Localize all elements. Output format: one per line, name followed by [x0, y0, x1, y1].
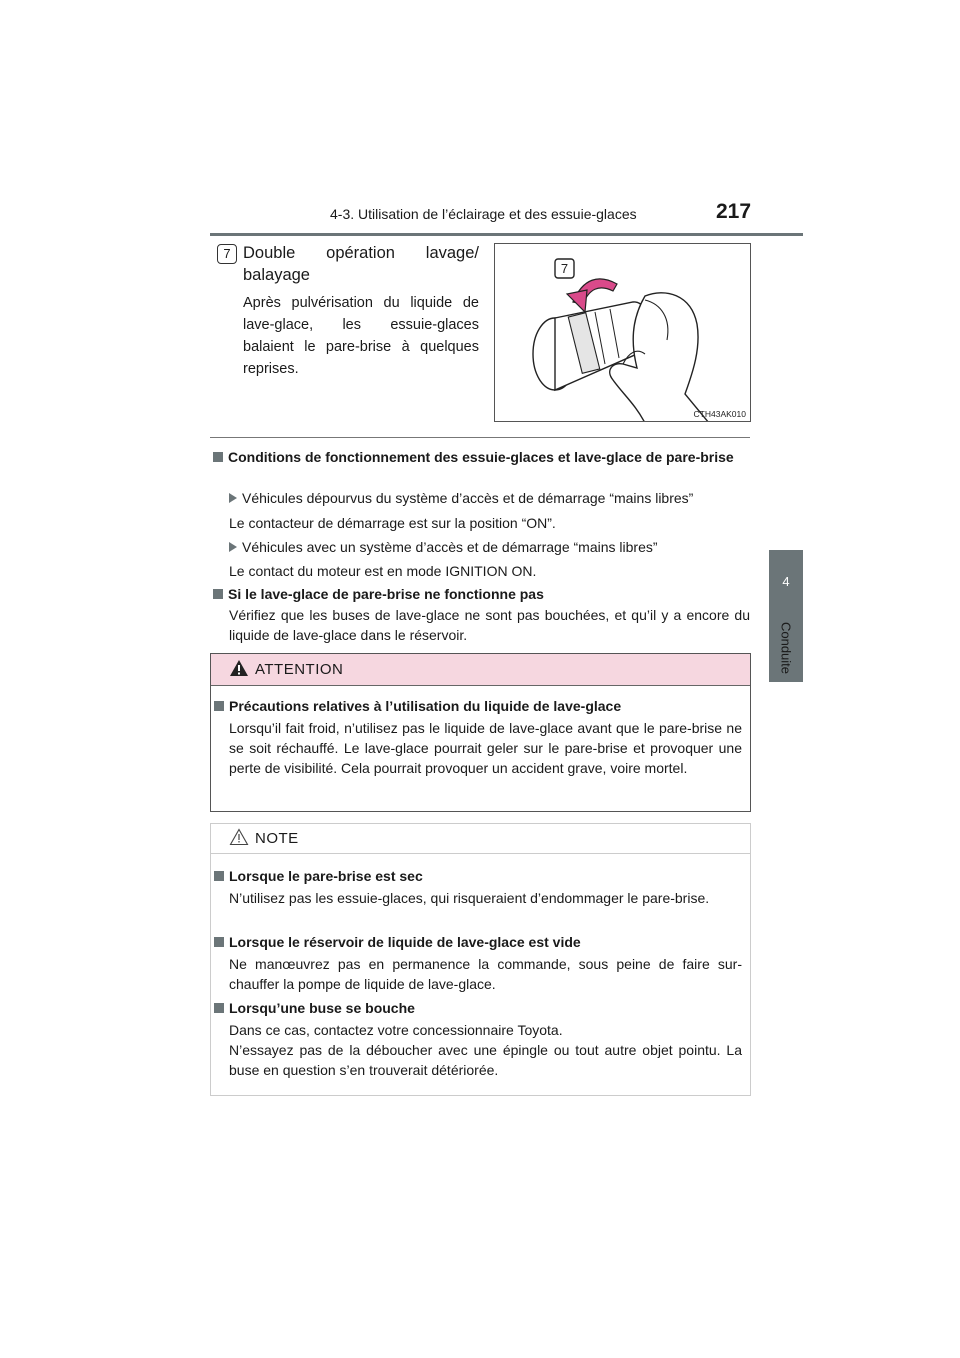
note-item-text: Ne manœuvrez pas en permanence la commande, sous peine de faire sur-chauffer la pompe de liquide de lave-glace.: [229, 956, 742, 992]
section-title: 4-3. Utilisation de l’éclairage et des essuie-glaces: [330, 206, 637, 222]
wiper-lever-illustration: [494, 243, 751, 422]
triangle-bullet-icon: [229, 493, 237, 503]
header-divider: [210, 233, 803, 236]
note-item-heading: Lorsque le pare-brise est sec: [214, 866, 744, 886]
callout-number: 7: [560, 261, 569, 276]
step-description: Après pulvérisation du liquide de lave-glace, les essuie-glaces balaient le pare-brise à quelques reprises.: [243, 295, 479, 377]
note-header: [211, 824, 750, 854]
note-item-heading: Lorsque le réservoir de liquide de lave-glace est vide: [214, 932, 744, 952]
conditions-item2-label: Véhicules avec un système d’accès et de démarrage “mains libres”: [229, 537, 750, 557]
square-bullet-icon: [213, 452, 223, 462]
attention-header: [211, 654, 750, 686]
triangle-bullet-icon: [229, 542, 237, 552]
chapter-tab-number: 4: [782, 574, 790, 589]
note-box: [210, 823, 751, 1096]
note-title: NOTE: [255, 830, 299, 847]
square-bullet-icon: [214, 701, 224, 711]
conditions-item1-label: Véhicules dépourvus du système d’accès et de démarrage “mains libres”: [229, 488, 750, 508]
conditions-item1-text: Le contacteur de démarrage est sur la position “ON”.: [229, 515, 556, 531]
attention-heading: Précautions relatives à l’utilisation du liquide de lave-glace: [214, 696, 744, 716]
attention-text: Lorsqu’il fait froid, n’utilisez pas le liquide de lave-glace avant que le pare-brise ne se soit réchauffé. Le lave-glace pourrait geler sur le pare-brise et provoquer une perte de visibilité. Cela pourrait provoquer un accident grave, voire mortel.: [229, 720, 742, 776]
note-item-text: N’utilisez pas les essuie-glaces, qui risqueraient d’endommager le pare-brise.: [229, 890, 710, 906]
square-bullet-icon: [214, 1003, 224, 1013]
note-item-text-continued: N’essayez pas de la déboucher avec une épingle ou tout autre objet pointu. La buse en question s’en trouverait détériorée.: [229, 1042, 742, 1078]
conditions-heading: Conditions de fonctionnement des essuie-glaces et lave-glace de pare-brise: [213, 447, 750, 467]
square-bullet-icon: [214, 937, 224, 947]
square-bullet-icon: [213, 589, 223, 599]
not-working-heading: Si le lave-glace de pare-brise ne fonctionne pas: [213, 584, 750, 604]
step-title: Double opération lavage/ balayage: [243, 244, 479, 284]
conditions-item2-text: Le contact du moteur est en mode IGNITION ON.: [229, 563, 537, 579]
section-divider: [210, 437, 750, 438]
wiper-lever-drawing: [495, 244, 751, 422]
not-working-text: Vérifiez que les buses de lave-glace ne sont pas bouchées, et qu’il y a encore du liquide de lave-glace dans le réservoir.: [229, 607, 750, 643]
page-number: 217: [716, 200, 752, 223]
note-item-text: Dans ce cas, contactez votre concessionnaire Toyota.: [229, 1022, 563, 1038]
note-item-heading: Lorsqu’une buse se bouche: [214, 998, 744, 1018]
step-number-badge: 7: [217, 244, 237, 264]
figure-code: CTH43AK010: [693, 409, 746, 419]
attention-title: ATTENTION: [255, 661, 344, 678]
caution-outline-icon: [229, 828, 249, 846]
attention-box: [210, 653, 751, 812]
warning-icon: [229, 659, 249, 677]
square-bullet-icon: [214, 871, 224, 881]
chapter-tab-label: Conduite: [778, 621, 794, 675]
